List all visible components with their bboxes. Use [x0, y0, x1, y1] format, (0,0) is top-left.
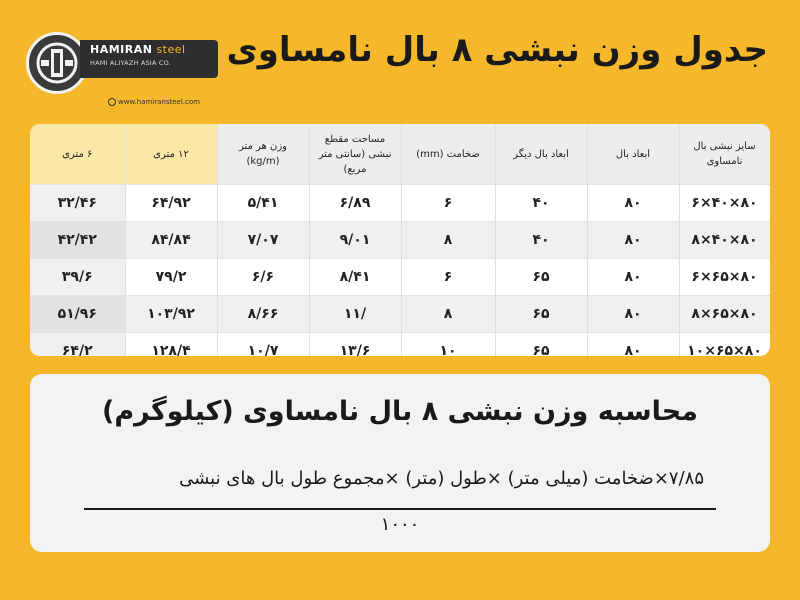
cell-6m: ۳۲/۴۶: [30, 185, 125, 222]
cell-size: ۸۰×۴۰×۸: [679, 222, 770, 259]
cell-weight-per-meter: ۵/۴۱: [217, 185, 309, 222]
company-logo: [22, 26, 202, 106]
header-weight-per-meter: وزن هر متر (kg/m): [217, 124, 309, 185]
weight-table: [30, 124, 770, 356]
cell-weight-per-meter: ۱۰/۷: [217, 333, 309, 357]
table-row: [30, 296, 770, 333]
header-area: مساحت مقطع نبشی (سانتی متر مربع): [309, 124, 401, 185]
cell-other-leg: ۶۵: [495, 333, 587, 357]
table-row: [30, 185, 770, 222]
globe-icon: [108, 98, 116, 106]
calculation-denominator: ۱۰۰۰: [380, 514, 420, 535]
cell-12m: ۶۴/۹۲: [125, 185, 217, 222]
cell-12m: ۱۲۸/۴: [125, 333, 217, 357]
cell-weight-per-meter: ۷/۰۷: [217, 222, 309, 259]
logo-emblem-icon: [26, 32, 88, 94]
cell-leg: ۸۰: [587, 259, 679, 296]
cell-other-leg: ۶۵: [495, 259, 587, 296]
calculation-title: محاسبه وزن نبشی ۸ بال نامساوی (کیلوگرم): [102, 396, 698, 427]
header-12m: ۱۲ متری: [125, 124, 217, 185]
cell-area: ۸/۴۱: [309, 259, 401, 296]
cell-area: ۱۳/۶: [309, 333, 401, 357]
header-thickness: ضخامت (mm): [401, 124, 495, 185]
cell-thickness: ۱۰: [401, 333, 495, 357]
cell-12m: ۸۴/۸۴: [125, 222, 217, 259]
calculation-card: [30, 374, 770, 552]
cell-leg: ۸۰: [587, 333, 679, 357]
header-leg: ابعاد بال: [587, 124, 679, 185]
cell-12m: ۷۹/۲: [125, 259, 217, 296]
cell-area: ۶/۸۹: [309, 185, 401, 222]
header-6m: ۶ متری: [30, 124, 125, 185]
table-header-row: [30, 124, 770, 185]
cell-other-leg: ۴۰: [495, 185, 587, 222]
cell-size: ۸۰×۶۵×۱۰: [679, 333, 770, 357]
cell-other-leg: ۶۵: [495, 296, 587, 333]
cell-6m: ۳۹/۶: [30, 259, 125, 296]
weight-table-card: [30, 124, 770, 356]
cell-leg: ۸۰: [587, 185, 679, 222]
table-row: [30, 259, 770, 296]
table-row: [30, 333, 770, 357]
cell-area: ۹/۰۱: [309, 222, 401, 259]
cell-size: ۸۰×۴۰×۶: [679, 185, 770, 222]
logo-brand-name: HAMIRAN steel: [90, 43, 186, 56]
cell-weight-per-meter: ۸/۶۶: [217, 296, 309, 333]
table-row: [30, 222, 770, 259]
logo-subtitle: HAMI ALIYAZH ASIA CO.: [90, 59, 171, 67]
cell-6m: ۶۴/۲: [30, 333, 125, 357]
cell-6m: ۵۱/۹۶: [30, 296, 125, 333]
page-title: جدول وزن نبشی ۸ بال نامساوی: [226, 30, 768, 70]
cell-leg: ۸۰: [587, 296, 679, 333]
cell-thickness: ۶: [401, 259, 495, 296]
cell-thickness: ۸: [401, 296, 495, 333]
cell-thickness: ۸: [401, 222, 495, 259]
cell-other-leg: ۴۰: [495, 222, 587, 259]
cell-12m: ۱۰۳/۹۲: [125, 296, 217, 333]
cell-area: /۱۱: [309, 296, 401, 333]
cell-size: ۸۰×۶۵×۸: [679, 296, 770, 333]
header-other-leg: ابعاد بال دیگر: [495, 124, 587, 185]
fraction-line: [84, 508, 716, 510]
cell-size: ۸۰×۶۵×۶: [679, 259, 770, 296]
cell-thickness: ۶: [401, 185, 495, 222]
cell-leg: ۸۰: [587, 222, 679, 259]
logo-website: www.hamiransteel.com: [118, 98, 200, 106]
calculation-formula: ۷/۸۵×ضخامت (میلی متر) ×طول (متر) ×مجموع طول بال های نبشی: [179, 468, 704, 489]
header-size: سایز نبشی بال نامساوی: [679, 124, 770, 185]
cell-6m: ۴۲/۴۲: [30, 222, 125, 259]
cell-weight-per-meter: ۶/۶: [217, 259, 309, 296]
